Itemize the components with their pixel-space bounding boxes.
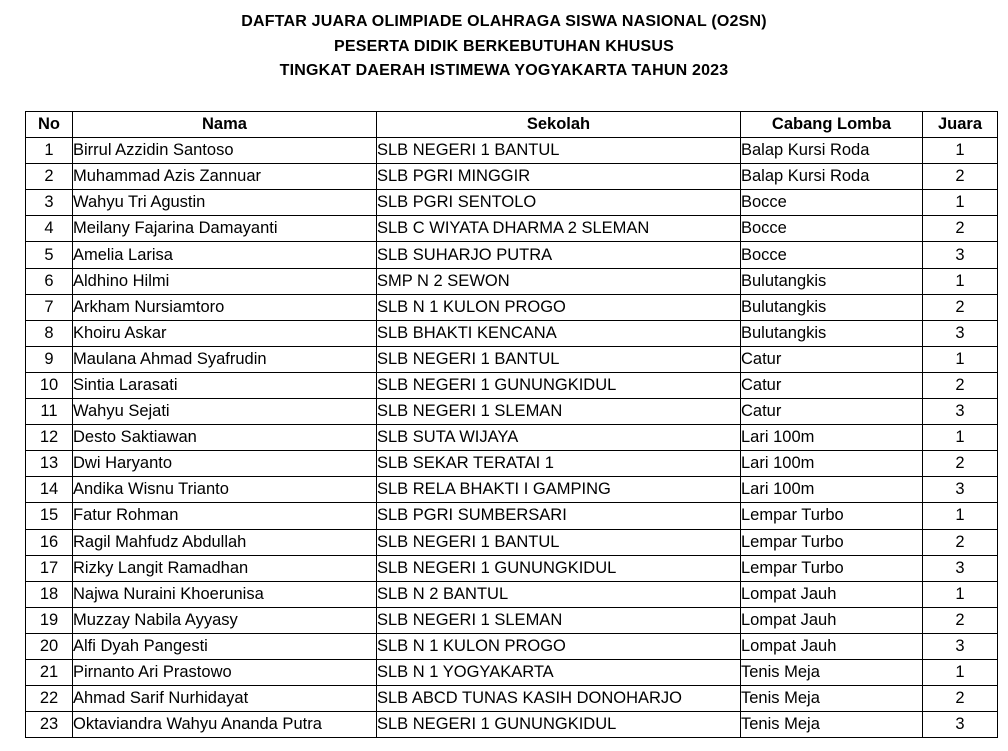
cell-sekolah: SLB ABCD TUNAS KASIH DONOHARJO [377,686,741,712]
cell-nama: Meilany Fajarina Damayanti [73,216,377,242]
title-line-2: PESERTA DIDIK BERKEBUTUHAN KHUSUS [334,37,674,55]
document-title [0,10,1008,84]
cell-no: 15 [26,503,73,529]
cell-juara: 3 [923,555,998,581]
cell-juara: 2 [923,372,998,398]
title-line-1: DAFTAR JUARA OLIMPIADE OLAHRAGA SISWA NASIONAL (O2SN) [241,13,767,30]
cell-no: 14 [26,477,73,503]
cell-no: 16 [26,529,73,555]
cell-no: 6 [26,268,73,294]
header-nama: Nama [73,112,377,138]
cell-nama: Muhammad Azis Zannuar [73,164,377,190]
cell-nama: Oktaviandra Wahyu Ananda Putra [73,712,377,738]
cell-cabang-lomba: Bulutangkis [741,320,923,346]
header-sekolah: Sekolah [377,112,741,138]
header-cabang-lomba: Cabang Lomba [741,112,923,138]
cell-juara: 1 [923,425,998,451]
cell-juara: 1 [923,346,998,372]
cell-no: 22 [26,686,73,712]
cell-cabang-lomba: Lompat Jauh [741,581,923,607]
table-row [26,216,998,242]
cell-nama: Muzzay Nabila Ayyasy [73,607,377,633]
cell-juara: 2 [923,529,998,555]
cell-no: 23 [26,712,73,738]
cell-sekolah: SLB NEGERI 1 SLEMAN [377,399,741,425]
table-row [26,190,998,216]
cell-cabang-lomba: Tenis Meja [741,712,923,738]
table-row [26,164,998,190]
cell-nama: Khoiru Askar [73,320,377,346]
cell-no: 19 [26,607,73,633]
cell-nama: Rizky Langit Ramadhan [73,555,377,581]
cell-nama: Ahmad Sarif Nurhidayat [73,686,377,712]
cell-juara: 2 [923,294,998,320]
cell-sekolah: SLB NEGERI 1 GUNUNGKIDUL [377,372,741,398]
cell-juara: 3 [923,320,998,346]
cell-nama: Aldhino Hilmi [73,268,377,294]
cell-juara: 2 [923,216,998,242]
cell-nama: Arkham Nursiamtoro [73,294,377,320]
cell-cabang-lomba: Catur [741,399,923,425]
table-row [26,294,998,320]
cell-nama: Dwi Haryanto [73,451,377,477]
table-row [26,372,998,398]
cell-juara: 1 [923,268,998,294]
cell-cabang-lomba: Lempar Turbo [741,529,923,555]
cell-sekolah: SLB NEGERI 1 BANTUL [377,346,741,372]
table-row [26,477,998,503]
cell-nama: Ragil Mahfudz Abdullah [73,529,377,555]
cell-cabang-lomba: Lempar Turbo [741,503,923,529]
cell-nama: Wahyu Sejati [73,399,377,425]
winners-table [25,111,998,738]
cell-cabang-lomba: Bulutangkis [741,268,923,294]
cell-sekolah: SLB SEKAR TERATAI 1 [377,451,741,477]
cell-sekolah: SMP N 2 SEWON [377,268,741,294]
cell-sekolah: SLB RELA BHAKTI I GAMPING [377,477,741,503]
table-row [26,451,998,477]
cell-juara: 2 [923,451,998,477]
table-row [26,503,998,529]
table-row [26,242,998,268]
title-line-3: TINGKAT DAERAH ISTIMEWA YOGYAKARTA TAHUN 2023 [279,62,729,79]
cell-juara: 3 [923,633,998,659]
cell-nama: Alfi Dyah Pangesti [73,633,377,659]
cell-sekolah: SLB C WIYATA DHARMA 2 SLEMAN [377,216,741,242]
table-row [26,633,998,659]
cell-nama: Birrul Azzidin Santoso [73,138,377,164]
table-header-row [26,112,998,138]
cell-no: 21 [26,659,73,685]
cell-cabang-lomba: Lari 100m [741,425,923,451]
cell-sekolah: SLB NEGERI 1 GUNUNGKIDUL [377,712,741,738]
cell-juara: 3 [923,399,998,425]
cell-sekolah: SLB PGRI SENTOLO [377,190,741,216]
cell-cabang-lomba: Lari 100m [741,451,923,477]
cell-cabang-lomba: Lompat Jauh [741,633,923,659]
cell-no: 7 [26,294,73,320]
cell-no: 13 [26,451,73,477]
cell-no: 1 [26,138,73,164]
cell-no: 8 [26,320,73,346]
cell-cabang-lomba: Bulutangkis [741,294,923,320]
cell-cabang-lomba: Lari 100m [741,477,923,503]
cell-cabang-lomba: Catur [741,346,923,372]
cell-juara: 3 [923,242,998,268]
table-row [26,529,998,555]
cell-juara: 2 [923,607,998,633]
cell-sekolah: SLB N 2 BANTUL [377,581,741,607]
cell-cabang-lomba: Bocce [741,190,923,216]
cell-sekolah: SLB N 1 KULON PROGO [377,294,741,320]
cell-nama: Fatur Rohman [73,503,377,529]
cell-cabang-lomba: Lompat Jauh [741,607,923,633]
cell-sekolah: SLB BHAKTI KENCANA [377,320,741,346]
cell-nama: Sintia Larasati [73,372,377,398]
header-no: No [26,112,73,138]
cell-juara: 2 [923,164,998,190]
cell-sekolah: SLB PGRI SUMBERSARI [377,503,741,529]
cell-juara: 1 [923,503,998,529]
cell-cabang-lomba: Tenis Meja [741,659,923,685]
cell-no: 18 [26,581,73,607]
table-row [26,659,998,685]
cell-cabang-lomba: Catur [741,372,923,398]
table-row [26,555,998,581]
cell-nama: Desto Saktiawan [73,425,377,451]
cell-juara: 1 [923,138,998,164]
table-row [26,581,998,607]
cell-juara: 3 [923,477,998,503]
table-row [26,399,998,425]
cell-nama: Pirnanto Ari Prastowo [73,659,377,685]
cell-sekolah: SLB NEGERI 1 GUNUNGKIDUL [377,555,741,581]
cell-sekolah: SLB NEGERI 1 BANTUL [377,138,741,164]
cell-juara: 1 [923,581,998,607]
table-row [26,686,998,712]
cell-nama: Wahyu Tri Agustin [73,190,377,216]
cell-sekolah: SLB N 1 KULON PROGO [377,633,741,659]
cell-nama: Najwa Nuraini Khoerunisa [73,581,377,607]
cell-sekolah: SLB NEGERI 1 SLEMAN [377,607,741,633]
cell-no: 10 [26,372,73,398]
table-row [26,268,998,294]
table-row [26,138,998,164]
cell-no: 2 [26,164,73,190]
cell-sekolah: SLB PGRI MINGGIR [377,164,741,190]
cell-cabang-lomba: Bocce [741,216,923,242]
table-row [26,320,998,346]
cell-no: 9 [26,346,73,372]
cell-sekolah: SLB SUHARJO PUTRA [377,242,741,268]
table-row [26,425,998,451]
cell-no: 5 [26,242,73,268]
cell-nama: Amelia Larisa [73,242,377,268]
table-body [26,138,998,738]
cell-cabang-lomba: Bocce [741,242,923,268]
table-row [26,607,998,633]
cell-cabang-lomba: Lempar Turbo [741,555,923,581]
cell-sekolah: SLB NEGERI 1 BANTUL [377,529,741,555]
cell-cabang-lomba: Tenis Meja [741,686,923,712]
cell-sekolah: SLB SUTA WIJAYA [377,425,741,451]
cell-juara: 3 [923,712,998,738]
cell-sekolah: SLB N 1 YOGYAKARTA [377,659,741,685]
cell-nama: Andika Wisnu Trianto [73,477,377,503]
cell-no: 20 [26,633,73,659]
cell-no: 4 [26,216,73,242]
cell-cabang-lomba: Balap Kursi Roda [741,138,923,164]
cell-juara: 2 [923,686,998,712]
cell-no: 11 [26,399,73,425]
cell-no: 3 [26,190,73,216]
table-row [26,346,998,372]
cell-nama: Maulana Ahmad Syafrudin [73,346,377,372]
cell-no: 17 [26,555,73,581]
cell-juara: 1 [923,659,998,685]
cell-juara: 1 [923,190,998,216]
cell-cabang-lomba: Balap Kursi Roda [741,164,923,190]
cell-no: 12 [26,425,73,451]
header-juara: Juara [923,112,998,138]
table-row [26,712,998,738]
